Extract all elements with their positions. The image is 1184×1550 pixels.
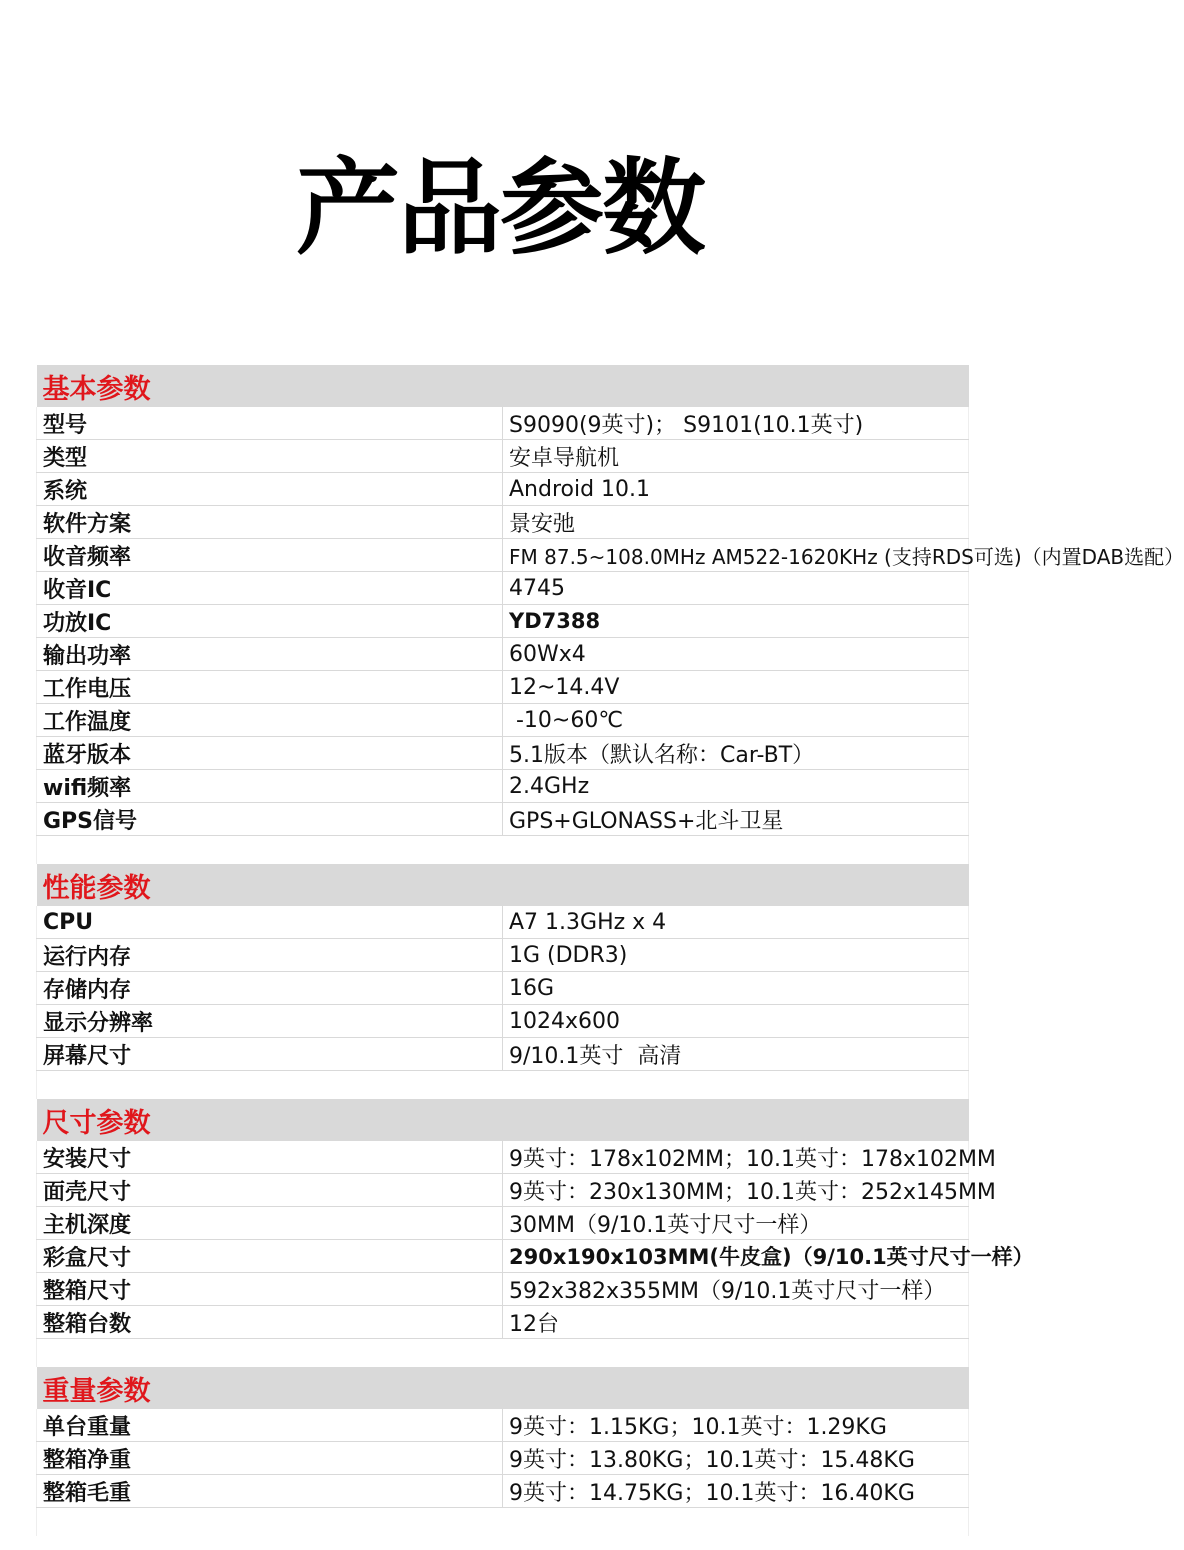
table-row (37, 1442, 969, 1475)
row-value: S9090(9英寸)； S9101(10.1英寸) (503, 407, 969, 440)
row-value: 9/10.1英寸 高清 (503, 1038, 969, 1071)
table-row (37, 1005, 969, 1038)
row-label: 主机深度 (37, 1207, 503, 1240)
section-heading: 性能参数 (37, 864, 969, 906)
table-row (37, 1240, 969, 1273)
row-value: 9英寸：1.15KG；10.1英寸：1.29KG (503, 1409, 969, 1442)
row-label: 类型 (37, 440, 503, 473)
row-label: 整箱净重 (37, 1442, 503, 1475)
row-value: 290x190x103MM(牛皮盒)（9/10.1英寸尺寸一样） (503, 1240, 969, 1273)
row-label: CPU (37, 906, 503, 939)
row-label: 收音频率 (37, 539, 503, 572)
row-value: 9英寸：230x130MM；10.1英寸：252x145MM (503, 1174, 969, 1207)
row-value: 1G (DDR3) (503, 939, 969, 972)
row-label: 整箱台数 (37, 1306, 503, 1339)
section-heading: 尺寸参数 (37, 1099, 969, 1141)
row-value: 30MM（9/10.1英寸尺寸一样） (503, 1207, 969, 1240)
row-value: 592x382x355MM（9/10.1英寸尺寸一样） (503, 1273, 969, 1306)
section-spacer (37, 836, 969, 865)
row-value: 2.4GHz (503, 770, 969, 803)
row-label: 单台重量 (37, 1409, 503, 1442)
row-label: 收音IC (37, 572, 503, 605)
section-dimensions-header (37, 1099, 969, 1141)
spacer-cell (37, 1339, 969, 1368)
table-row (37, 605, 969, 638)
table-row (37, 1174, 969, 1207)
row-value: 9英寸：13.80KG；10.1英寸：15.48KG (503, 1442, 969, 1475)
section-spacer (37, 1339, 969, 1368)
table-row (37, 1409, 969, 1442)
row-label: 功放IC (37, 605, 503, 638)
row-label: 工作电压 (37, 671, 503, 704)
spec-table (36, 365, 1184, 1536)
section-weight-header (37, 1367, 969, 1409)
row-value: 60Wx4 (503, 638, 969, 671)
row-value: -10~60℃ (503, 704, 969, 737)
row-label: 整箱尺寸 (37, 1273, 503, 1306)
row-value: Android 10.1 (503, 473, 969, 506)
table-row (37, 407, 969, 440)
spacer-cell (37, 1071, 969, 1100)
row-label: GPS信号 (37, 803, 503, 836)
row-value: 9英寸：178x102MM；10.1英寸：178x102MM (503, 1141, 969, 1174)
row-label: 屏幕尺寸 (37, 1038, 503, 1071)
table-row (37, 770, 969, 803)
table-row (37, 1306, 969, 1339)
table-row (37, 939, 969, 972)
row-value: A7 1.3GHz x 4 (503, 906, 969, 939)
row-value: 9英寸：14.75KG；10.1英寸：16.40KG (503, 1475, 969, 1508)
row-label: 运行内存 (37, 939, 503, 972)
table-row (37, 972, 969, 1005)
table-row (37, 539, 969, 572)
table-row (37, 737, 969, 770)
row-value: 12~14.4V (503, 671, 969, 704)
row-value: 5.1版本（默认名称：Car-BT） (503, 737, 969, 770)
table-row (37, 1038, 969, 1071)
row-value: GPS+GLONASS+北斗卫星 (503, 803, 969, 836)
section-spacer (37, 1508, 969, 1537)
row-label: 蓝牙版本 (37, 737, 503, 770)
table-row (37, 572, 969, 605)
table-row (37, 1207, 969, 1240)
section-spacer (37, 1071, 969, 1100)
row-value: 16G (503, 972, 969, 1005)
row-label: 显示分辨率 (37, 1005, 503, 1038)
table-row (37, 473, 969, 506)
row-label: 安装尺寸 (37, 1141, 503, 1174)
row-label: wifi频率 (37, 770, 503, 803)
spacer-cell (37, 1508, 969, 1537)
table-row (37, 671, 969, 704)
table-row (37, 638, 969, 671)
row-label: 工作温度 (37, 704, 503, 737)
table-row (37, 803, 969, 836)
table-row (37, 1141, 969, 1174)
row-label: 彩盒尺寸 (37, 1240, 503, 1273)
row-value: 安卓导航机 (503, 440, 969, 473)
row-value: YD7388 (503, 605, 969, 638)
table-row (37, 704, 969, 737)
section-heading: 基本参数 (37, 365, 969, 407)
section-heading: 重量参数 (37, 1367, 969, 1409)
row-value: FM 87.5~108.0MHz AM522-1620KHz (支持RDS可选)（内置DAB选配） (503, 539, 969, 572)
spacer-cell (37, 836, 969, 865)
row-label: 软件方案 (37, 506, 503, 539)
row-value: 12台 (503, 1306, 969, 1339)
row-label: 整箱毛重 (37, 1475, 503, 1508)
section-basic-header (37, 365, 969, 407)
row-label: 系统 (37, 473, 503, 506)
page-title: 产品参数 (295, 147, 704, 269)
row-label: 型号 (37, 407, 503, 440)
table-row (37, 1273, 969, 1306)
row-value: 景安弛 (503, 506, 969, 539)
row-value: 4745 (503, 572, 969, 605)
table-row (37, 906, 969, 939)
row-label: 输出功率 (37, 638, 503, 671)
table-row (37, 440, 969, 473)
table-row (37, 506, 969, 539)
section-performance-header (37, 864, 969, 906)
row-value: 1024x600 (503, 1005, 969, 1038)
row-label: 存储内存 (37, 972, 503, 1005)
row-label: 面壳尺寸 (37, 1174, 503, 1207)
table-row (37, 1475, 969, 1508)
